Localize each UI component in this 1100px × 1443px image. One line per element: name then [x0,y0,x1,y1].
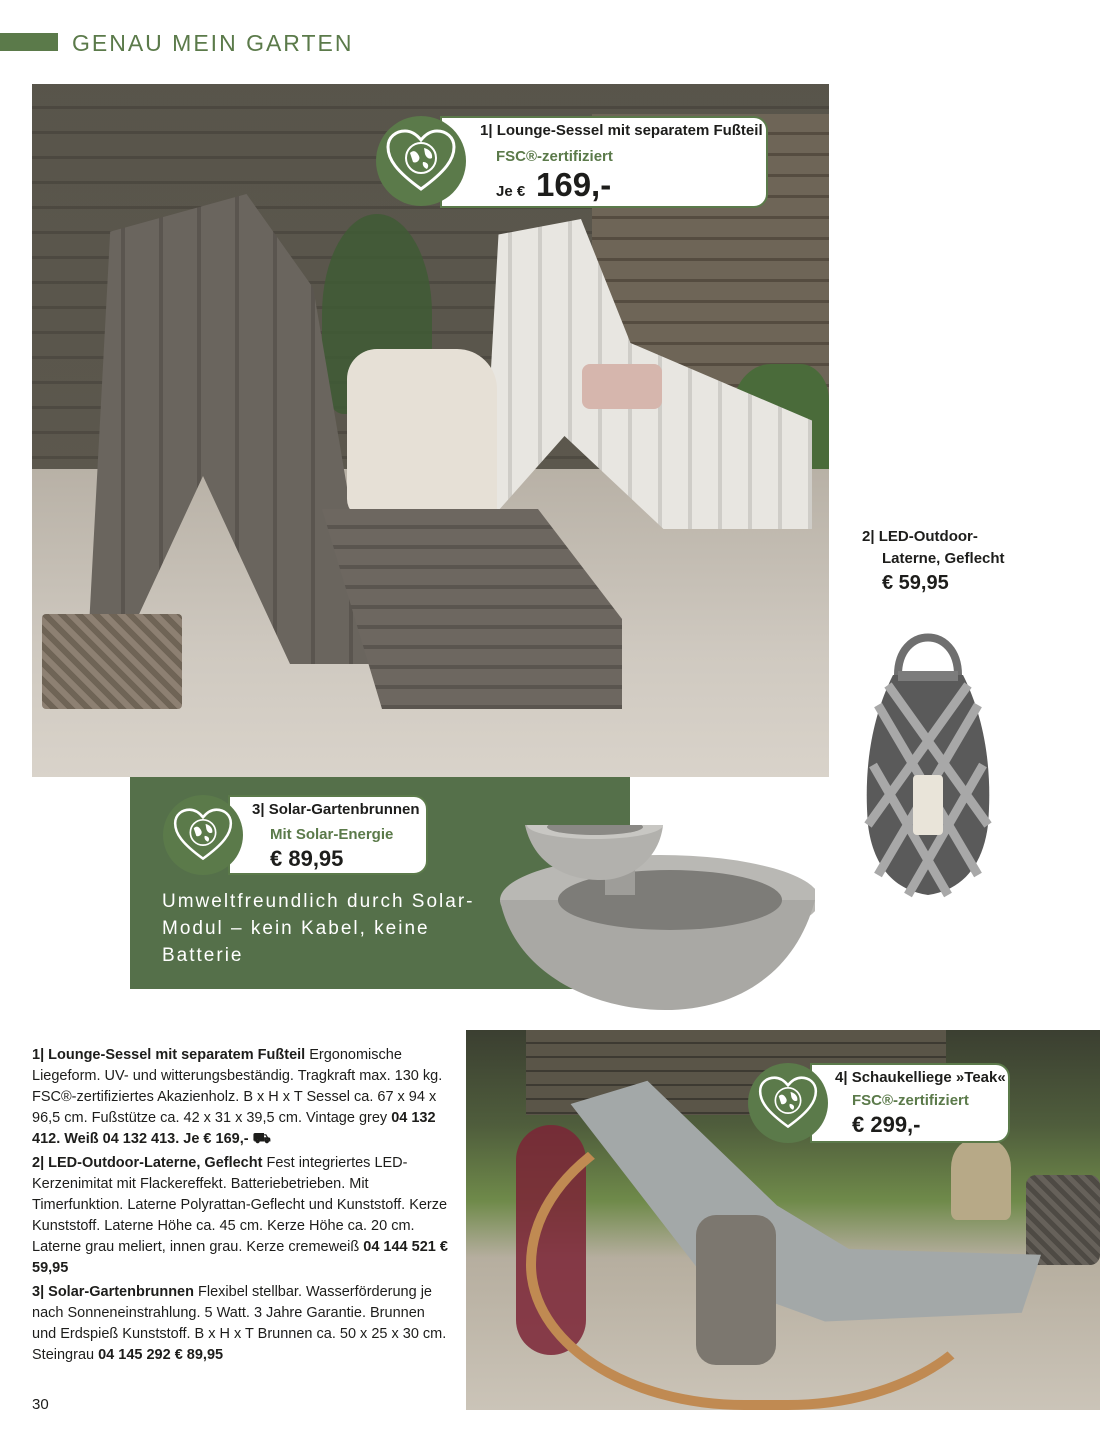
teak-badge-price: € 299,- [852,1112,921,1137]
description-item [32,1045,452,1150]
pink-pillow [582,364,662,409]
fountain-tagline: Umweltfreundlich durch Solar-Modul – kein Kabel, keine Batterie [162,891,475,966]
description-title: 1| Lounge-Sessel mit separatem Fußteil [32,1047,306,1063]
blanket [696,1215,776,1365]
lounge-badge-fsc: FSC®-zertifiziert [496,148,613,165]
description-order: 04 132 412. Weiß 04 132 413. Je € 169,- ⛟ [32,1110,436,1147]
lantern-price-label [862,526,1005,596]
fountain-product-image [495,825,815,1015]
fountain-badge-price: € 89,95 [270,846,344,871]
lounge-badge-price: 169,- [536,166,612,203]
description-item [32,1153,452,1279]
plant-pot [1026,1175,1100,1265]
description-item [32,1282,452,1366]
page-number: 30 [32,1396,49,1413]
description-text: Flexibel stellbar. Wasserförderung je nach Sonneneinstrahlung. 5 Watt. 3 Jahre Garantie. Brunnen und Erdspieß Kunststoff. B x H x T Brunnen ca. 50 x 25 x 30 cm. Steingrau [32,1284,447,1363]
fsc-heart-globe-icon [376,116,466,206]
description-title: 2| LED-Outdoor-Laterne, Geflecht [32,1155,263,1171]
lantern-title-line2: Laterne, Geflecht [882,550,1005,567]
description-title: 3| Solar-Gartenbrunnen [32,1284,194,1300]
lounge-badge-je-label: Je € [496,183,526,200]
bottle-basket [42,614,182,709]
blanket [347,349,497,519]
lantern-title-line1: 2| LED-Outdoor- [862,528,978,545]
fsc-heart-globe-icon [163,795,243,875]
product-descriptions [32,1045,452,1369]
description-order: 04 145 292 € 89,95 [98,1347,224,1363]
description-text: Fest integriertes LED-Kerzenimitat mit Flackereffekt. Batteriebetrieben. Mit Timerfunktion. Laterne Polyrattan-Geflecht und Kunststoff. Kerze Kunststoff. Laterne Höhe ca. 45 cm. Kerze Höhe ca. 20 cm. Laterne grau meliert, innen grau. Kerze cremeweiß [32,1155,448,1255]
fountain-badge-title: 3| Solar-Gartenbrunnen [252,801,420,818]
lounge-badge-title: 1| Lounge-Sessel mit separatem Fußteil [480,122,763,139]
lantern-price: € 59,95 [882,572,949,594]
header-accent-bar [0,33,58,51]
lantern-product-image [858,625,998,905]
teak-badge-fsc: FSC®-zertifiziert [852,1092,969,1109]
teak-badge-title: 4| Schaukelliege »Teak« [835,1069,1006,1086]
page-title: GENAU MEIN GARTEN [72,30,354,56]
fsc-heart-globe-icon [748,1063,828,1143]
description-order: 04 144 521 € 59,95 [32,1239,448,1276]
description-text: Ergonomische Liegeform. UV- und witterungsbeständig. Tragkraft max. 130 kg. FSC®-zertifiziertes Akazienholz. B x H x T Sessel ca. 67 x 94 x 96,5 cm. Fußstütze ca. 42 x 31 x 39,5 cm. Vintage grey [32,1047,443,1126]
fountain-badge-subtitle: Mit Solar-Energie [270,826,394,843]
